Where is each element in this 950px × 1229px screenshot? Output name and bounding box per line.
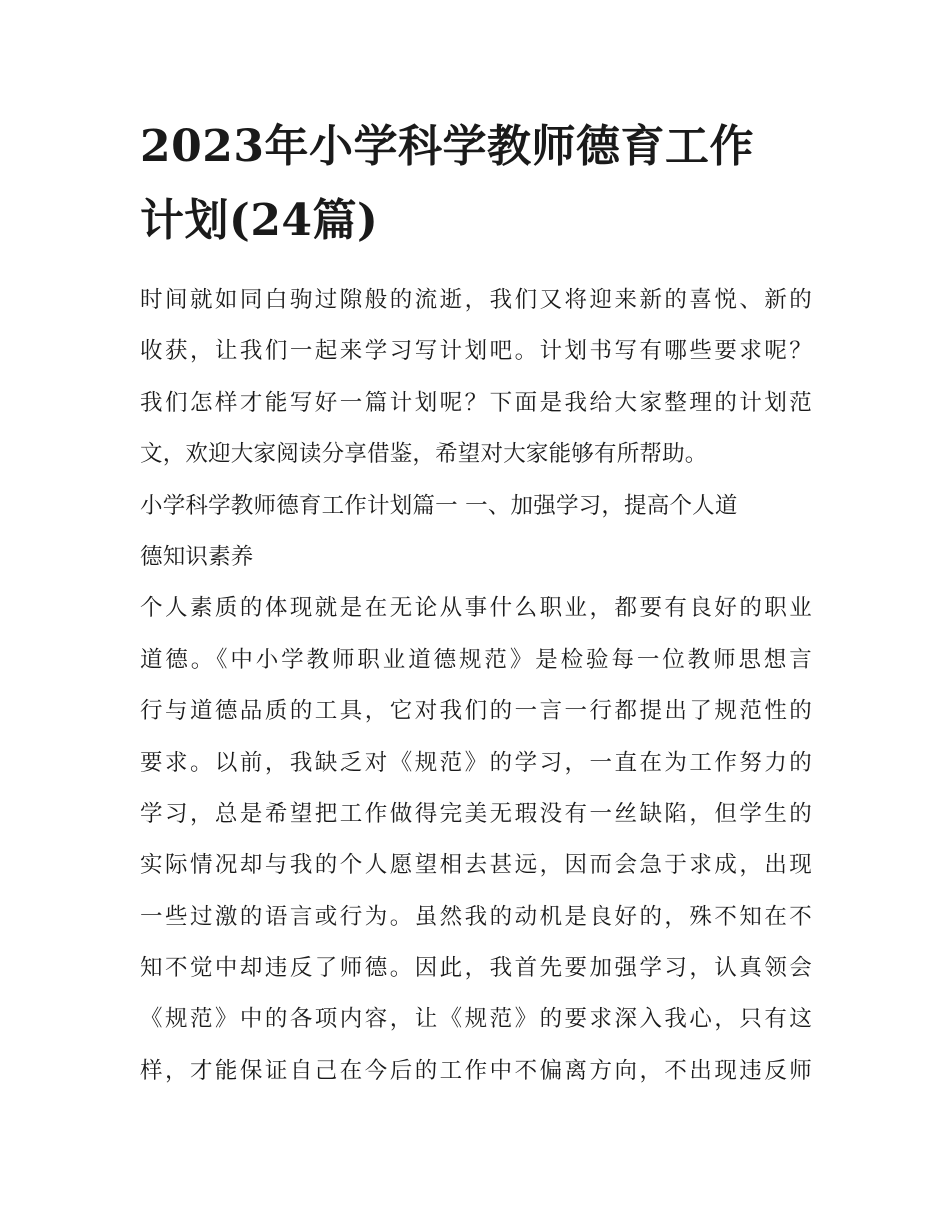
- text-line: 《规范》中的各项内容，让《规范》的要求深入我心，只有这: [140, 1006, 812, 1033]
- text-line: 一些过激的语言或行为。虽然我的动机是良好的，殊不知在不: [140, 903, 812, 930]
- title-line-2: 计划(24篇): [140, 195, 379, 246]
- document-title: [140, 110, 820, 258]
- text-line: 学习，总是希望把工作做得完美无瑕没有一丝缺陷，但学生的: [140, 800, 812, 827]
- text-line: 行与道德品质的工具，它对我们的一言一行都提出了规范性的: [140, 698, 812, 725]
- text-line: 我们怎样才能写好一篇计划呢？下面是我给大家整理的计划范: [140, 389, 812, 416]
- section-heading-line: 小学科学教师德育工作计划篇一 一、加强学习，提高个人道: [140, 492, 738, 519]
- text-line: 实际情况却与我的个人愿望相去甚远，因而会急于求成，出现: [140, 852, 812, 879]
- text-line: 文，欢迎大家阅读分享借鉴，希望对大家能够有所帮助。: [140, 441, 708, 468]
- section-heading-line: 德知识素养: [140, 543, 254, 570]
- text-line: 样，才能保证自己在今后的工作中不偏离方向，不出现违反师: [140, 1057, 812, 1084]
- text-line: 时间就如同白驹过隙般的流逝，我们又将迎来新的喜悦、新的: [140, 287, 812, 313]
- text-line: 收获，让我们一起来学习写计划吧。计划书写有哪些要求呢？: [140, 338, 812, 365]
- text-line: 知不觉中却违反了师德。因此，我首先要加强学习，认真领会: [140, 955, 812, 982]
- text-line: 个人素质的体现就是在无论从事什么职业，都要有良好的职业: [140, 595, 812, 622]
- document-body: [140, 275, 812, 1097]
- title-line-1: 2023年小学科学教师德育工作: [140, 121, 754, 172]
- text-line: 要求。以前，我缺乏对《规范》的学习，一直在为工作努力的: [140, 749, 812, 776]
- text-line: 道德。《中小学教师职业道德规范》是检验每一位教师思想言: [140, 646, 812, 673]
